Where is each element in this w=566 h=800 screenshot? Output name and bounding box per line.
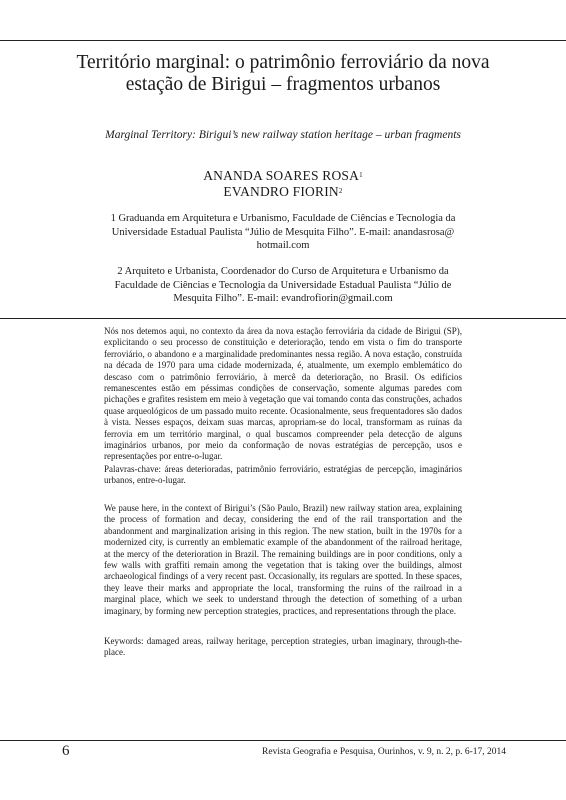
- paper-title: Território marginal: o patrimônio ferroviário da nova estação de Birigui – fragmentos urbanos: [76, 52, 490, 95]
- author-1: [60, 168, 506, 184]
- top-rule: [0, 40, 566, 41]
- author-list: [60, 168, 506, 200]
- page-number: 6: [62, 743, 70, 759]
- keywords-portuguese: Palavras-chave: áreas deterioradas, patrimônio ferroviário, estratégias de percepção, imaginários urbanos, entre-o-lugar.: [104, 464, 462, 486]
- affiliation-2: 2 Arquiteto e Urbanista, Coordenador do Curso de Arquitetura e Urbanismo da Faculdade de Ciências e Tecnologia da Universidade Estadual Paulista “Júlio de Mesquita Filho”. E-mail: evandrofiorin@gmail.com: [114, 266, 452, 305]
- author-2: [60, 184, 506, 200]
- abstract-top-rule: [0, 318, 566, 319]
- footer-rule: [0, 740, 566, 741]
- author-mark: 2: [338, 187, 343, 195]
- keywords-english: Keywords: damaged areas, railway heritage, perception strategies, urban imaginary, through-the-place.: [104, 636, 462, 658]
- author-name: EVANDRO FIORIN: [223, 184, 339, 199]
- author-name: ANANDA SOARES ROSA: [203, 168, 360, 183]
- abstract-portuguese: Nós nos detemos aqui, no contexto da área da nova estação ferroviária da cidade de Birigui (SP), explicitando o seu processo de constituição e deterioração, tendo em vista o fim do transporte ferroviário, o abandono e a marginalidade predominantes nessa região. A nova estação, construída na década de 1970 para uma cidade modernizada, é, atualmente, um exemplo emblemático do descaso com o patrimônio ferroviário, à mercê da deterioração, no Brasil. Os edifícios remanescentes estão em péssimas condições de conservação, somente algumas paredes com pichações e grafites resistem em meio à vegetação que vai tomando conta das construções, achados quase arqueológicos de um passado muito recente. Ocasionalmente, seus frequentadores são dados à vista. Nesses espaços, deixam suas marcas, apropriam-se do local, transformam as ruínas da ferrovia em um território marginal, o qual buscamos compreender pela detecção de alguns imaginários urbanos, por meio da conformação de novas estratégias de percepção, usos e representações por entre-o-lugar.: [104, 326, 462, 462]
- affiliation-1: 1 Graduanda em Arquitetura e Urbanismo, Faculdade de Ciências e Tecnologia da Universidade Estadual Paulista “Júlio de Mesquita Filho”. E-mail: anandasrosa@ hotmail.com: [110, 213, 456, 252]
- author-mark: 1: [359, 171, 363, 179]
- abstract-english: We pause here, in the context of Birigui’s (São Paulo, Brazil) new railway station area, explaining the process of formation and decay, considering the end of the rail transportation and the abandonment and marginalization arising in this region. The new station, built in the 1970s for a modernized city, is currently an emblematic example of the abandonment of the railroad heritage, at the mercy of the deterioration in Brazil. The remaining buildings are in poor conditions, only a few walls with graffiti remain among the vegetation that is taking over the buildings, almost archaeological findings of a very recent past. Occasionally, its regulars are spotted. In these spaces, they leave their marks and appropriate the local, transforming the ruins of the railroad in a marginal place, which we seek to understand through the detection of something of a urban imaginary, by forming new perception strategies, practices, and representations through the place.: [104, 503, 462, 616]
- journal-citation: Revista Geografia e Pesquisa, Ourinhos, v. 9, n. 2, p. 6-17, 2014: [262, 747, 506, 757]
- paper-subtitle: Marginal Territory: Birigui’s new railway station heritage – urban fragments: [105, 129, 461, 141]
